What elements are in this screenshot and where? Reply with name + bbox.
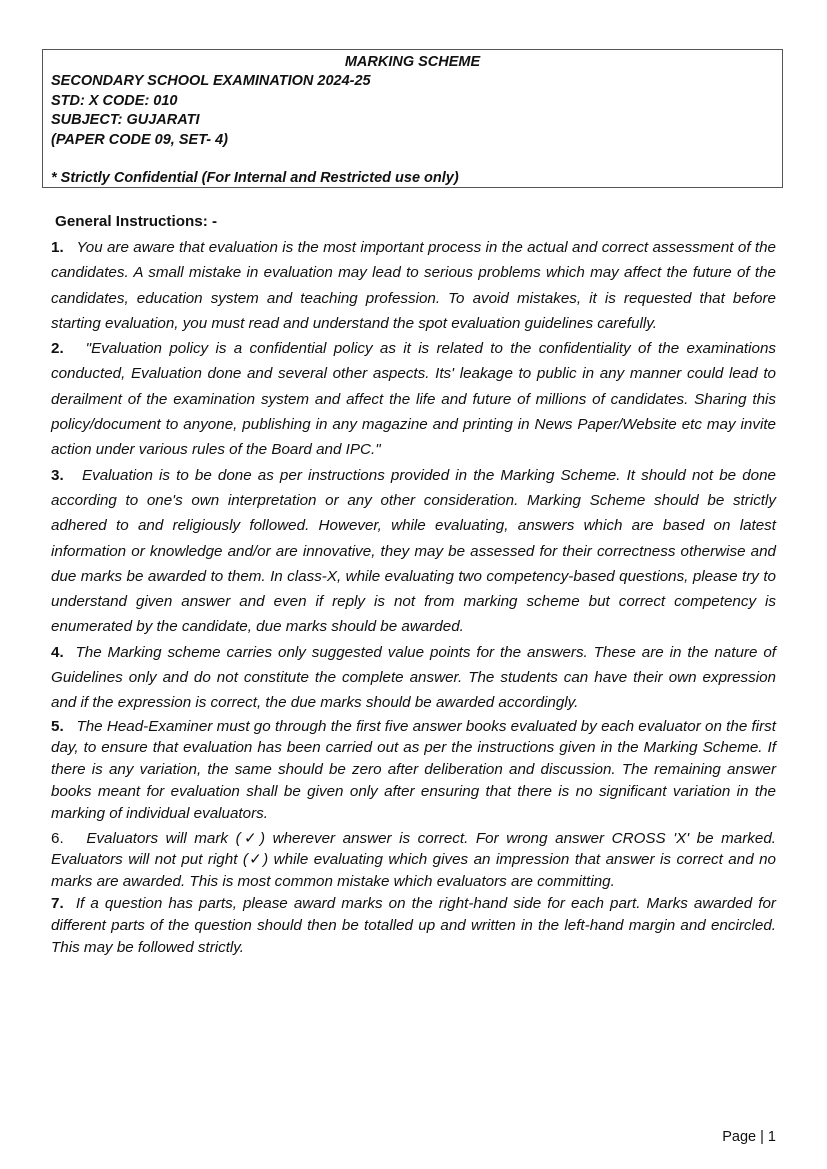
instruction-number: 6.	[51, 829, 64, 847]
header-paper-code: (PAPER CODE 09, SET- 4)	[51, 131, 228, 148]
instruction-text: "Evaluation policy is a confidential policy as it is related to the confidentiality of the examinations conducted, Evaluation done and several other aspects. Its' leakage to public in any manner could lead to derailment of the examination system and affect the life and future of millions of candidates. Sharing this policy/document to anyone, publishing in any magazine and printing in News Paper/Website etc may invite action under various rules of the Board and IPC."	[51, 340, 776, 459]
header-std-code: STD: X CODE: 010	[51, 92, 178, 109]
page-number: Page | 1	[722, 1129, 776, 1145]
instruction-number: 4.	[51, 643, 64, 661]
instruction-7	[51, 893, 776, 958]
instruction-text-part-2: ) wherever answer is correct. For wrong answer CROSS 'X' be marked. Evaluators will not put right (	[51, 829, 776, 869]
instruction-text: The Head-Examiner must go through the first five answer books evaluated by each evaluator on the first day, to ensure that evaluation has been carried out as per the instructions given in the Marking Scheme. If there is any variation, the same should be zero after deliberation and discussion. The remaining answer books meant for evaluation shall be given only after ensuring that there is no significant variation in the marking of individual evaluators.	[51, 717, 776, 822]
header-exam: SECONDARY SCHOOL EXAMINATION 2024-25	[51, 73, 371, 90]
instruction-text: You are aware that evaluation is the most important process in the actual and correct assessment of the candidates. A small mistake in evaluation may lead to serious problems which may affect the future of the candidates, education system and teaching profession. To avoid mistakes, it is requested that before starting evaluation, you must read and understand the spot evaluation guidelines carefully.	[51, 239, 776, 332]
instruction-text: If a question has parts, please award marks on the right-hand side for each part. Marks awarded for different parts of the question should then be totalled up and written in the left-hand margin and encircled. This may be followed strictly.	[51, 895, 776, 956]
instruction-number: 2.	[51, 340, 64, 358]
instruction-text-part-3: ) while evaluating which gives an impression that answer is correct and no marks are awarded. This is most common mistake which evaluators are committing.	[51, 851, 776, 891]
instruction-5	[51, 716, 776, 825]
header-confidential-note: * Strictly Confidential (For Internal and Restricted use only)	[51, 170, 459, 187]
marking-scheme-header	[42, 49, 783, 188]
instruction-6	[51, 828, 776, 893]
checkmark-icon: ✓	[240, 829, 261, 847]
instruction-number: 3.	[51, 466, 64, 484]
instruction-number: 1.	[51, 239, 64, 256]
instruction-text-part-1: Evaluators will mark (	[86, 829, 241, 847]
instruction-4	[51, 640, 776, 716]
instructions-heading: General Instructions: -	[55, 213, 218, 230]
instruction-1	[51, 235, 776, 336]
instruction-number: 7.	[51, 895, 64, 913]
header-spacer	[51, 150, 774, 169]
instruction-2	[51, 336, 776, 462]
header-subject: SUBJECT: GUJARATI	[51, 112, 200, 129]
instruction-3	[51, 463, 776, 640]
general-instructions	[51, 210, 776, 958]
instruction-number: 5.	[51, 717, 64, 735]
header-title: MARKING SCHEME	[344, 54, 481, 70]
instruction-text: Evaluation is to be done as per instructions provided in the Marking Scheme. It should not be done according to one's own interpretation or any other consideration. Marking Scheme should be strictly adhered to and religiously followed. However, while evaluating, answers which are based on latest information or knowledge and/or are innovative, they may be assessed for their correctness otherwise and due marks be awarded to them. In class-X, while evaluating two competency-based questions, please try to understand given answer and even if reply is not from marking scheme but correct competency is enumerated by the candidate, due marks should be awarded.	[51, 466, 776, 636]
checkmark-icon: ✓	[247, 851, 264, 869]
instruction-text: The Marking scheme carries only suggested value points for the answers. These are in the nature of Guidelines only and do not constitute the complete answer. The students can have their own expression and if the expression is correct, the due marks should be awarded accordingly.	[51, 643, 776, 712]
